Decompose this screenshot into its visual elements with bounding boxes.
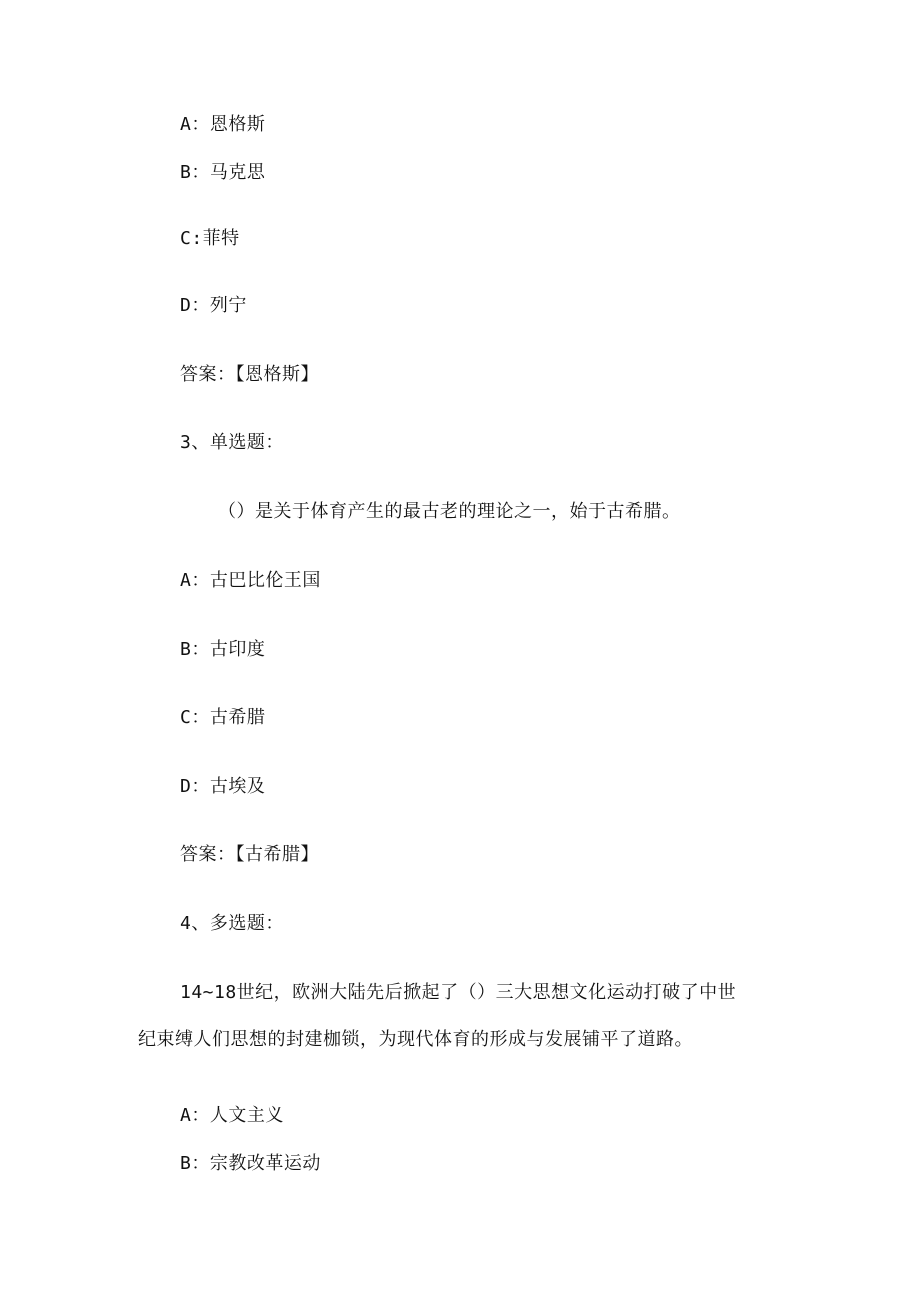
option-d: D：列宁 bbox=[180, 295, 247, 316]
question-stem-line-2: 纪束缚人们思想的封建枷锁，为现代体育的形成与发展铺平了道路。 bbox=[138, 1029, 693, 1050]
question-heading: 4、多选题： bbox=[180, 913, 284, 934]
option-b: B：宗教改革运动 bbox=[180, 1153, 321, 1174]
option-d: D：古埃及 bbox=[180, 776, 266, 797]
option-a: A：古巴比伦王国 bbox=[180, 570, 321, 591]
option-a: A：恩格斯 bbox=[180, 114, 266, 135]
option-c: C：古希腊 bbox=[180, 707, 266, 728]
question-stem-line-1: 14~18世纪，欧洲大陆先后掀起了（）三大思想文化运动打破了中世 bbox=[180, 982, 737, 1003]
answer-line: 答案：【古希腊】 bbox=[180, 844, 319, 865]
question-heading: 3、单选题： bbox=[180, 432, 284, 453]
option-b: B：马克思 bbox=[180, 162, 266, 183]
answer-line: 答案：【恩格斯】 bbox=[180, 364, 319, 385]
question-stem: （）是关于体育产生的最古老的理论之一，始于古希腊。 bbox=[218, 501, 681, 522]
option-a: A：人文主义 bbox=[180, 1105, 284, 1126]
option-b: B：古印度 bbox=[180, 639, 266, 660]
option-c: C:菲特 bbox=[180, 228, 240, 249]
